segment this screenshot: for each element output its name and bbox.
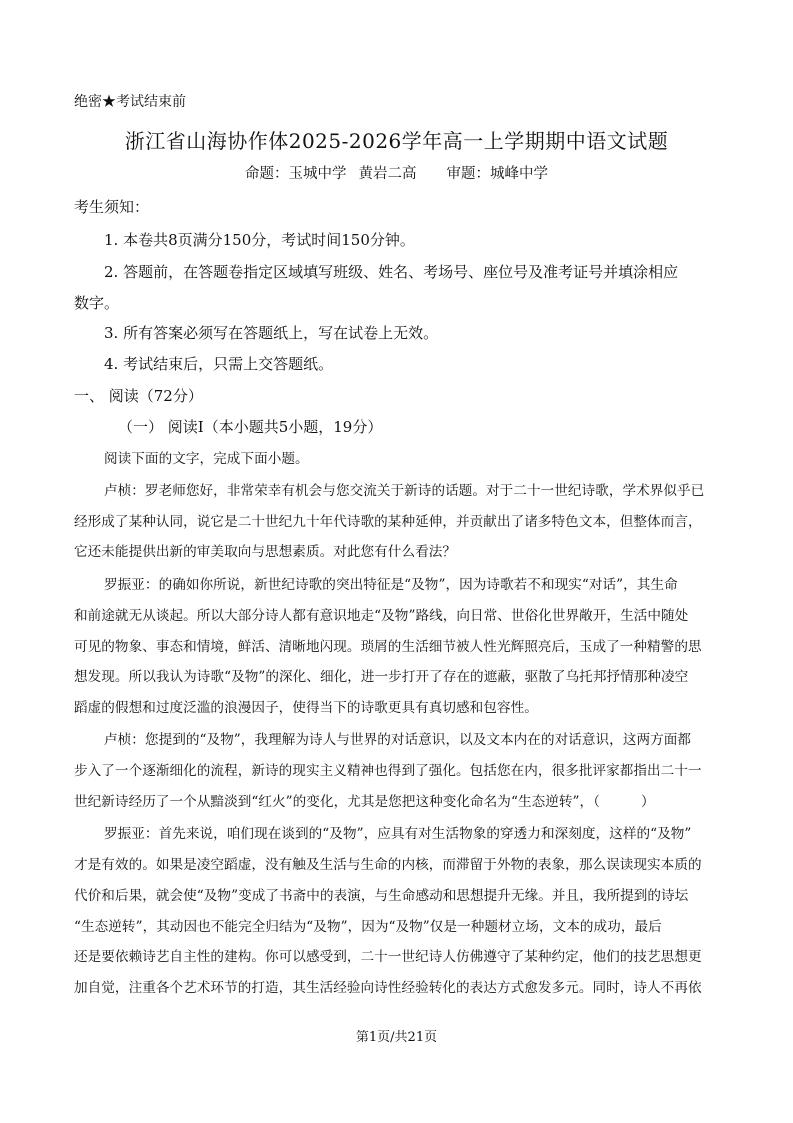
passage-line: 它还未能提供出新的审美取向与思想素质。对此您有什么看法？ [74,544,457,560]
reviewer: 审题：城峰中学 [446,166,548,182]
passage-line: 加自觉，注重各个艺术环节的打造，其生活经验向诗性经验转化的表达方式愈发多元。同时，诗人不再依 [74,980,702,996]
section-heading: 一、 阅读（72分） [74,387,203,405]
exam-authors [0,164,793,184]
passage-line: 罗振亚：首先来说，咱们现在谈到的“及物”，应具有对生活物象的穿透力和深刻度，这样的“及物” [104,826,692,842]
notice-heading: 考生须知： [74,198,150,216]
passage-line: 可见的物象、事态和情境，鲜活、清晰地闪现。琐屑的生活细节被人性光辉照亮后，玉成了一种精警的思 [74,639,702,655]
passage-line: 和前途就无从谈起。所以大部分诗人都有意识地走“及物”路线，向日常、世俗化世界敞开，生活中随处 [74,608,689,624]
notice-item-1: 1. 本卷共8页满分150分，考试时间150分钟。 [104,231,415,249]
passage-line: 才是有效的。如果是凌空蹈虚，没有触及生活与生命的内核，而滞留于外物的表象，那么误读现实本质的 [74,857,702,873]
passage-line: 经形成了某种认同，说它是二十世纪九十年代诗歌的某种延伸，并贡献出了诸多特色文本，但整体而言， [74,514,702,530]
passage-line: 代价和后果，就会使“及物”变成了书斋中的表演，与生命感动和思想提升无缘。并且，我所提到的诗坛 [74,888,689,904]
subsection-heading: （一） 阅读Ⅰ（本小题共5小题，19分） [118,418,383,436]
reading-instruction: 阅读下面的文字，完成下面小题。 [104,451,309,467]
notice-item-4: 4. 考试结束后，只需上交答题纸。 [104,355,334,373]
setters-label: 命题：玉城中学 [245,166,347,182]
secret-mark: 绝密★考试结束前 [74,94,186,110]
passage-line: “生态逆转”，其动因也不能完全归结为“及物”，因为“及物”仅是一种题材立场，文本的成功，最后 [74,919,662,935]
notice-item-3: 3. 所有答案必须写在答题纸上，写在试卷上无效。 [104,324,439,342]
passage-line: 罗振亚：的确如你所说，新世纪诗歌的突出特征是“及物”，因为诗歌若不和现实“对话”，其生命 [104,577,678,593]
passage-line: 卢桢：罗老师您好，非常荣幸有机会与您交流关于新诗的话题。对于二十一世纪诗歌，学术界似乎已 [104,483,705,499]
setter-2: 黄岩二高 [358,166,417,182]
notice-item-2-line-1: 2. 答题前，在答题卷指定区域填写班级、姓名、考场号、座位号及准考证号并填涂相应 [104,263,679,281]
passage-line: 世纪新诗经历了一个从黯淡到“红火”的变化，尤其是您把这种变化命名为“生态逆转”，（ ） [74,794,655,810]
page-indicator: 第1页/共21页 [355,1030,438,1045]
passage-line: 还是要依赖诗艺自主性的建构。你可以感受到，二十一世纪诗人仿佛遵守了某种约定，他们的技艺思想更 [74,949,702,965]
page-title: 浙江省山海协作体2025-2026学年高一上学期期中语文试题 [124,129,669,153]
passage-line: 卢桢：您提到的“及物”，我理解为诗人与世界的对话意识，以及文本内在的对话意识，这两方面都 [104,732,692,748]
passage-line: 想发现。所以我认为诗歌“及物”的深化、细化，进一步打开了存在的遮蔽，驱散了乌托邦抒情那种凌空 [74,669,689,685]
notice-item-2-line-2: 数字。 [74,294,120,312]
passage-line: 步入了一个逐渐细化的流程，新诗的现实主义精神也得到了强化。包括您在内，很多批评家都指出二十一 [74,763,702,779]
passage-line: 蹈虚的假想和过度泛滥的浪漫因子，使得当下的诗歌更具有真切感和包容性。 [74,700,538,716]
